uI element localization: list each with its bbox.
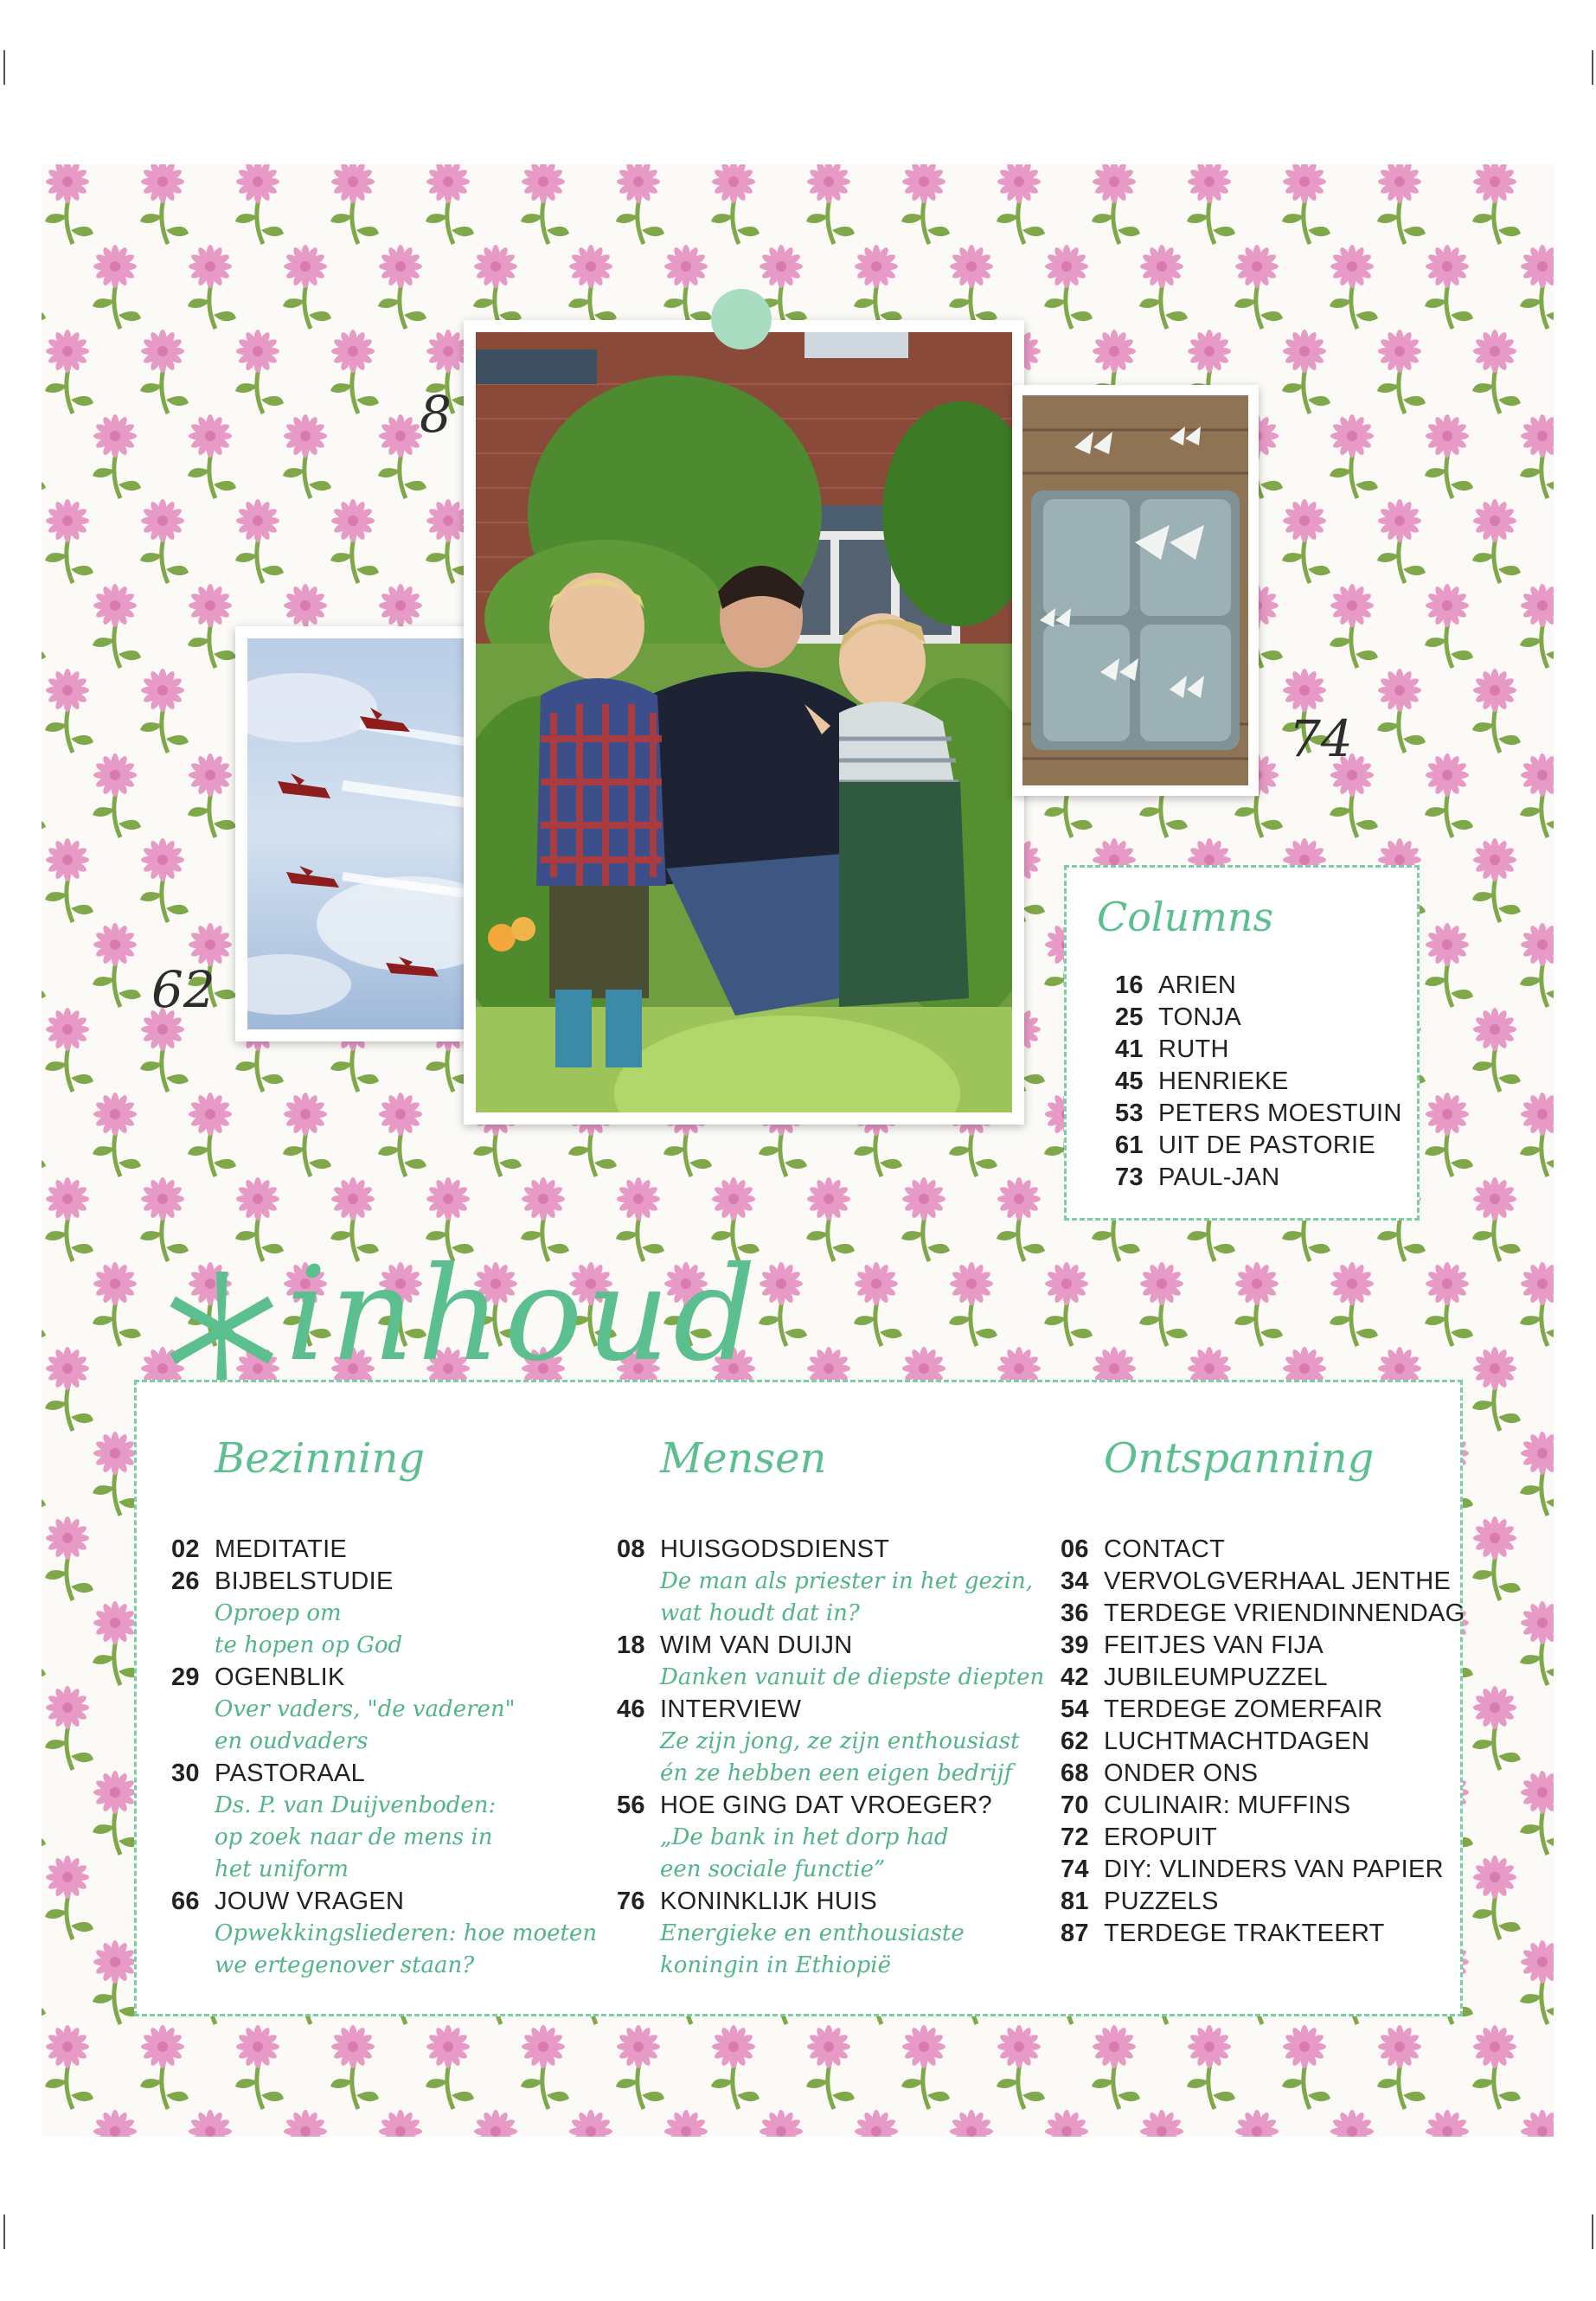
page-number-74: 74 xyxy=(1289,709,1353,768)
page-number: 30 xyxy=(171,1759,200,1787)
contents-item[interactable] xyxy=(617,1886,1044,1918)
star-icon xyxy=(164,1272,277,1384)
page-number: 42 xyxy=(1061,1663,1089,1691)
item-label: MEDITATIE xyxy=(215,1535,348,1563)
photo-card-jets xyxy=(235,626,479,1042)
contents-item[interactable] xyxy=(1061,1566,1465,1598)
column-item[interactable] xyxy=(1115,1162,1402,1194)
item-label: CULINAIR: MUFFINS xyxy=(1104,1791,1351,1819)
page-number: 39 xyxy=(1061,1631,1089,1659)
contents-item[interactable] xyxy=(1061,1534,1465,1566)
contents-item[interactable] xyxy=(1061,1822,1465,1854)
jets-photo xyxy=(247,638,467,1029)
butterflies-photo xyxy=(1022,395,1248,785)
page-number: 34 xyxy=(1061,1567,1089,1595)
contents-item[interactable] xyxy=(1061,1726,1465,1758)
item-label: OGENBLIK xyxy=(215,1663,345,1691)
item-subtitle: Danken vanuit de diepste diepten xyxy=(660,1664,1045,1690)
section-title: Bezinning xyxy=(215,1434,426,1483)
column-item[interactable] xyxy=(1115,1098,1402,1130)
item-subtitle: Energieke en enthousiaste xyxy=(660,1920,965,1946)
contents-item[interactable] xyxy=(1061,1694,1465,1726)
column-item[interactable] xyxy=(1115,1066,1402,1098)
contents-item[interactable] xyxy=(1061,1790,1465,1822)
item-label: JUBILEUMPUZZEL xyxy=(1104,1663,1328,1691)
item-subtitle: wat houdt dat in? xyxy=(660,1600,860,1626)
photo-card-family xyxy=(464,320,1024,1125)
crop-mark xyxy=(3,2214,5,2249)
item-label: JOUW VRAGEN xyxy=(215,1888,405,1915)
column-label: RUTH xyxy=(1158,1035,1229,1063)
crop-mark xyxy=(3,50,5,85)
item-subtitle: Ze zijn jong, ze zijn enthousiast xyxy=(660,1728,1020,1754)
pin-dot xyxy=(711,289,772,349)
page-number: 54 xyxy=(1061,1695,1089,1723)
item-label: TERDEGE VRIENDINNENDAG xyxy=(1104,1599,1465,1627)
page-number: 74 xyxy=(1061,1856,1089,1883)
page-number-62: 62 xyxy=(151,960,215,1019)
contents-item[interactable] xyxy=(1061,1598,1465,1630)
section-ontspanning xyxy=(1061,1434,1465,1950)
contents-item[interactable] xyxy=(1061,1662,1465,1694)
item-label: TERDEGE ZOMERFAIR xyxy=(1104,1695,1383,1723)
columns-title: Columns xyxy=(1097,894,1274,940)
page-number: 36 xyxy=(1061,1599,1089,1627)
item-subtitle: Opwekkingsliederen: hoe moeten xyxy=(215,1920,598,1946)
page-number: 41 xyxy=(1115,1035,1144,1063)
item-label: KONINKLIJK HUIS xyxy=(660,1888,878,1915)
section-title: Ontspanning xyxy=(1104,1434,1375,1483)
contents-item[interactable] xyxy=(617,1694,1044,1726)
item-label: VERVOLGVERHAAL JENTHE xyxy=(1104,1567,1452,1595)
item-label: EROPUIT xyxy=(1104,1823,1217,1851)
item-label: HOE GING DAT VROEGER? xyxy=(660,1791,992,1819)
page-number: 25 xyxy=(1115,1003,1144,1031)
contents-item[interactable] xyxy=(1061,1854,1465,1886)
item-subtitle: De man als priester in het gezin, xyxy=(660,1568,1033,1594)
page-number-8: 8 xyxy=(420,385,452,444)
item-label: ONDER ONS xyxy=(1104,1759,1259,1787)
item-subtitle: Over vaders, "de vaderen" xyxy=(215,1696,516,1722)
contents-item[interactable] xyxy=(171,1886,597,1918)
page-number: 53 xyxy=(1115,1099,1144,1127)
column-item[interactable] xyxy=(1115,1034,1402,1066)
page-number: 61 xyxy=(1115,1131,1144,1159)
page-number: 68 xyxy=(1061,1759,1089,1787)
contents-panel xyxy=(134,1380,1463,2016)
item-subtitle: een sociale functie” xyxy=(660,1856,886,1882)
photo-card-butterflies xyxy=(1012,385,1259,796)
crop-mark xyxy=(1592,2214,1593,2249)
item-subtitle: het uniform xyxy=(215,1856,349,1882)
contents-item[interactable] xyxy=(171,1534,597,1566)
contents-item[interactable] xyxy=(617,1630,1044,1662)
contents-item[interactable] xyxy=(617,1790,1044,1822)
item-label: DIY: VLINDERS VAN PAPIER xyxy=(1104,1856,1444,1883)
section-mensen xyxy=(617,1434,1044,1982)
item-subtitle: Ds. P. van Duijvenboden: xyxy=(215,1792,497,1818)
columns-box xyxy=(1064,865,1420,1221)
item-subtitle: én ze hebben een eigen bedrijf xyxy=(660,1760,1013,1786)
item-label: PUZZELS xyxy=(1104,1888,1219,1915)
page-number: 18 xyxy=(617,1631,645,1659)
page-number: 73 xyxy=(1115,1163,1144,1191)
item-label: INTERVIEW xyxy=(660,1695,802,1723)
item-label: TERDEGE TRAKTEERT xyxy=(1104,1920,1385,1947)
item-subtitle: we ertegenover staan? xyxy=(215,1952,475,1978)
column-item[interactable] xyxy=(1115,970,1402,1002)
item-label: FEITJES VAN FIJA xyxy=(1104,1631,1324,1659)
page-number: 81 xyxy=(1061,1888,1089,1915)
column-label: TONJA xyxy=(1158,1003,1242,1031)
contents-item[interactable] xyxy=(1061,1886,1465,1918)
contents-item[interactable] xyxy=(1061,1918,1465,1950)
contents-item[interactable] xyxy=(171,1758,597,1790)
contents-item[interactable] xyxy=(617,1534,1044,1566)
item-subtitle: „De bank in het dorp had xyxy=(660,1824,949,1850)
column-label: ARIEN xyxy=(1158,971,1237,999)
family-photo xyxy=(476,332,1012,1112)
column-item[interactable] xyxy=(1115,1130,1402,1162)
column-item[interactable] xyxy=(1115,1002,1402,1034)
column-label: PETERS MOESTUIN xyxy=(1158,1099,1402,1127)
contents-item[interactable] xyxy=(1061,1758,1465,1790)
page-number: 87 xyxy=(1061,1920,1089,1947)
item-label: CONTACT xyxy=(1104,1535,1226,1563)
page-number: 70 xyxy=(1061,1791,1089,1819)
page-number: 76 xyxy=(617,1888,645,1915)
crop-mark xyxy=(1592,50,1593,85)
item-label: BIJBELSTUDIE xyxy=(215,1567,394,1595)
column-label: UIT DE PASTORIE xyxy=(1158,1131,1376,1159)
page-number: 66 xyxy=(171,1888,200,1915)
page-number: 08 xyxy=(617,1535,645,1563)
item-label: WIM VAN DUIJN xyxy=(660,1631,853,1659)
page-number: 06 xyxy=(1061,1535,1089,1563)
section-bezinning xyxy=(171,1434,597,1982)
item-subtitle: op zoek naar de mens in xyxy=(215,1824,493,1850)
item-subtitle: en oudvaders xyxy=(215,1728,369,1754)
heading-text: inhoud xyxy=(285,1240,760,1390)
page-number: 62 xyxy=(1061,1727,1089,1755)
page-number: 02 xyxy=(171,1535,200,1563)
item-subtitle: Oproep om xyxy=(215,1600,342,1626)
item-label: HUISGODSDIENST xyxy=(660,1535,890,1563)
page-number: 45 xyxy=(1115,1067,1144,1095)
contents-item[interactable] xyxy=(171,1566,597,1598)
section-title: Mensen xyxy=(660,1434,827,1483)
column-label: HENRIEKE xyxy=(1158,1067,1289,1095)
page-number: 46 xyxy=(617,1695,645,1723)
contents-item[interactable] xyxy=(1061,1630,1465,1662)
item-subtitle: te hopen op God xyxy=(215,1632,403,1658)
page-number: 72 xyxy=(1061,1823,1089,1851)
page-number: 29 xyxy=(171,1663,200,1691)
page-number: 26 xyxy=(171,1567,200,1595)
column-label: PAUL-JAN xyxy=(1158,1163,1280,1191)
item-label: LUCHTMACHTDAGEN xyxy=(1104,1727,1370,1755)
page-number: 16 xyxy=(1115,971,1144,999)
item-subtitle: koningin in Ethiopië xyxy=(660,1952,891,1978)
contents-item[interactable] xyxy=(171,1662,597,1694)
columns-list xyxy=(1115,970,1402,1194)
item-label: PASTORAAL xyxy=(215,1759,366,1787)
page-number: 56 xyxy=(617,1791,645,1819)
